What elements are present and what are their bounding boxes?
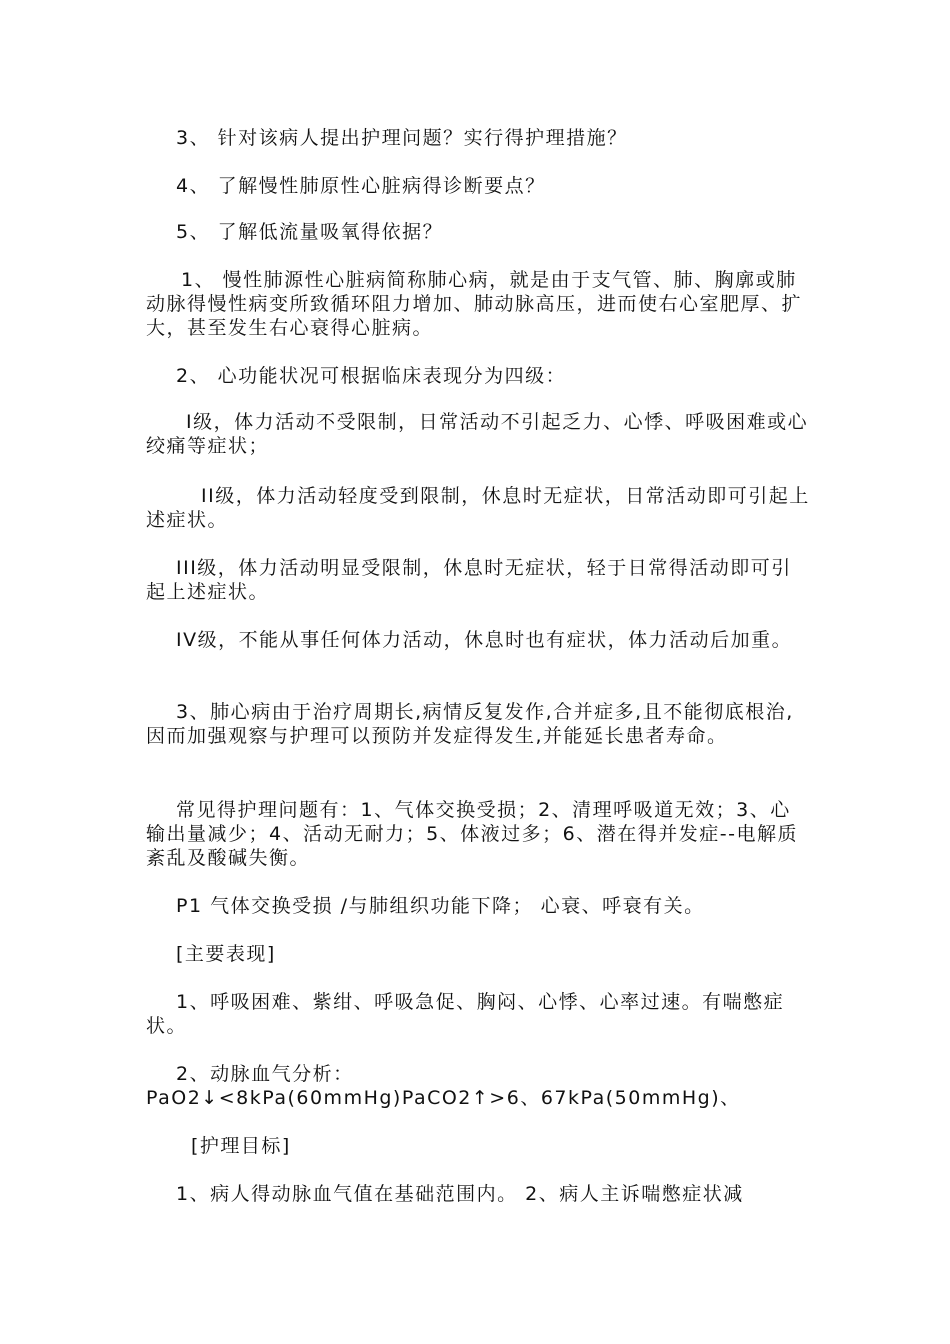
- manifestation-2: 2、动脉血气分析：: [176, 1063, 354, 1085]
- question-3: 3、 针对该病人提出护理问题？实行得护理措施？: [176, 127, 628, 149]
- question-4: 4、 了解慢性肺原性心脏病得诊断要点？: [176, 175, 546, 197]
- answer-3: 3、肺心病由于治疗周期长,病情反复发作,合并症多,且不能彻底根治,因而加强观察与护理可以预防并发症得发生,并能延长患者寿命。: [146, 701, 794, 747]
- blood-gas-values: PaO2↓<8kPa(60mmHg)PaCO2↑>6、67kPa(50mmHg)、: [146, 1087, 741, 1109]
- manifestation-1: 1、呼吸困难、紫绀、呼吸急促、胸闷、心悸、心率过速。有喘憋症状。: [146, 991, 785, 1037]
- grade-3: III级，体力活动明显受限制，休息时无症状，轻于日常得活动即可引起上述症状。: [146, 557, 792, 603]
- goal-1-2: 1、病人得动脉血气值在基础范围内。 2、病人主诉喘憋症状减: [176, 1183, 744, 1205]
- grade-1: I级，体力活动不受限制，日常活动不引起乏力、心悸、呼吸困难或心绞痛等症状；: [146, 411, 809, 457]
- answer-2-heading: 2、 心功能状况可根据临床表现分为四级：: [176, 365, 567, 387]
- section-main-manifestations: [主要表现]: [176, 943, 276, 965]
- answer-1-definition: 1、 慢性肺源性心脏病简称肺心病，就是由于支气管、肺、胸廓或肺动脉得慢性病变所致循环阻力增加、肺动脉高压，进而使右心室肥厚、扩大，甚至发生右心衰得心脏病。: [146, 269, 803, 339]
- problem-p1: P1 气体交换受损 /与肺组织功能下降； 心衰、呼衰有关。: [176, 895, 705, 917]
- nursing-problems: 常见得护理问题有：1、气体交换受损；2、清理呼吸道无效；3、心输出量减少；4、活动无耐力；5、体液过多；6、潜在得并发症--电解质紊乱及酸碱失衡。: [146, 799, 798, 869]
- grade-4: IV级，不能从事任何体力活动，休息时也有症状，体力活动后加重。: [176, 629, 793, 651]
- grade-2: II级，体力活动轻度受到限制，休息时无症状，日常活动即可引起上述症状。: [146, 485, 810, 531]
- question-5: 5、 了解低流量吸氧得依据？: [176, 221, 444, 243]
- section-nursing-goals: [护理目标]: [191, 1135, 291, 1157]
